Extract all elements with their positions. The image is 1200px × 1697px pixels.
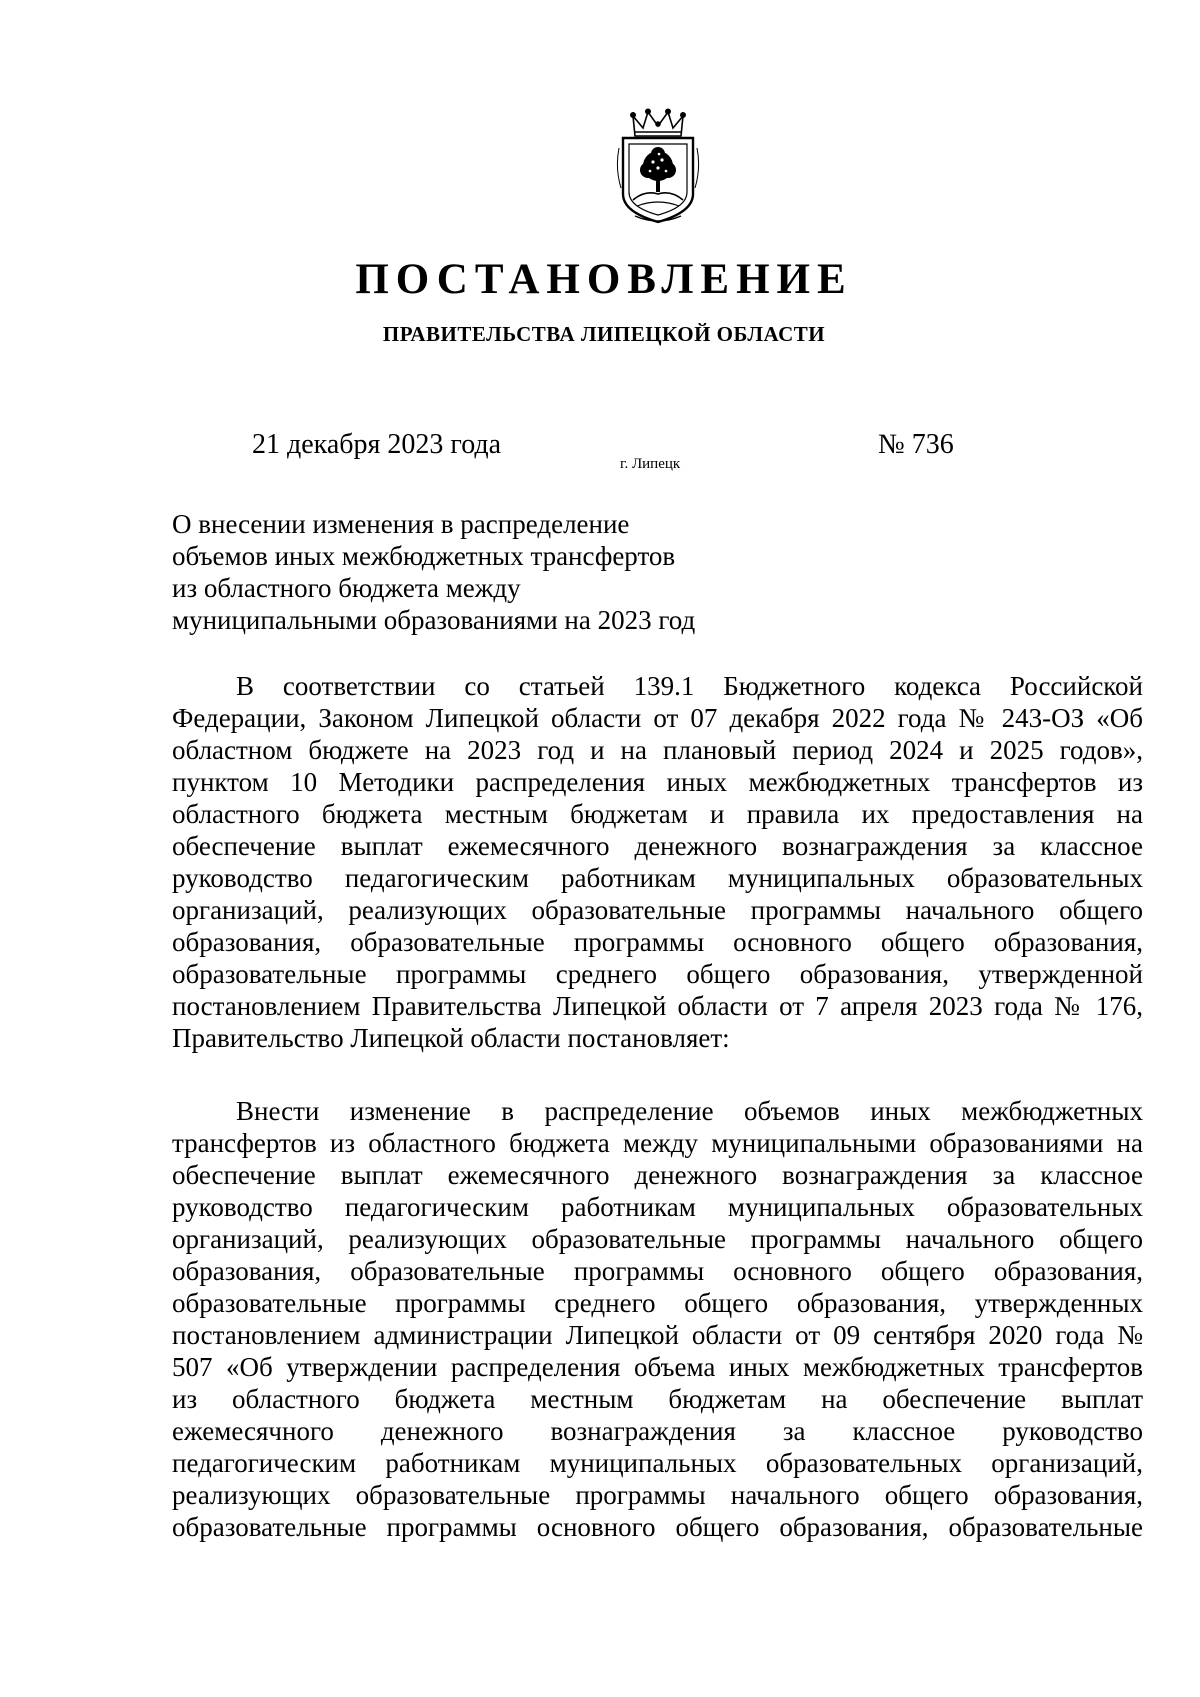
document-date: 21 декабря 2023 года [252, 429, 502, 460]
text-line: реализующих образовательные программы начального общего образования, [172, 1480, 1143, 1510]
document-number: № 736 [878, 429, 954, 460]
text-line: образования, образовательные программы основного общего образования, [172, 1256, 1143, 1286]
text-line: руководство педагогическим работникам муниципальных образовательных [172, 863, 1143, 893]
subject-line: из областного бюджета между [172, 573, 521, 603]
text-line: Федерации, Законом Липецкой области от 07 декабря 2022 года № 243-ОЗ «Об [172, 703, 1143, 733]
text-line: В соответствии со статьей 139.1 Бюджетного кодекса Российской [236, 671, 1143, 701]
resolution-paragraph [172, 1095, 1143, 1543]
text-line: постановлением администрации Липецкой области от 09 сентября 2020 года № [172, 1320, 1143, 1350]
text-line: образовательные программы среднего общего образования, утвержденных [172, 1288, 1143, 1318]
text-line: руководство педагогическим работникам муниципальных образовательных [172, 1192, 1143, 1222]
document-city: г. Липецк [620, 456, 681, 472]
coat-of-arms-icon [615, 108, 701, 226]
text-line: обеспечение выплат ежемесячного денежного вознаграждения за классное [172, 831, 1143, 861]
text-line: областного бюджета местным бюджетам и правила их предоставления на [172, 799, 1143, 829]
text-line: 507 «Об утверждении распределения объема иных межбюджетных трансфертов [172, 1352, 1143, 1382]
subject-line: О внесении изменения в распределение [172, 509, 630, 539]
text-line: пунктом 10 Методики распределения иных межбюджетных трансфертов из [172, 767, 1143, 797]
text-line: образовательные программы среднего общего образования, утвержденной [172, 959, 1143, 989]
text-line: постановлением Правительства Липецкой области от 7 апреля 2023 года № 176, [172, 991, 1143, 1021]
text-line: организаций, реализующих образовательные программы начального общего [172, 895, 1143, 925]
text-line: обеспечение выплат ежемесячного денежного вознаграждения за классное [172, 1160, 1143, 1190]
text-line: образовательные программы основного общего образования, образовательные [172, 1512, 1143, 1542]
text-line: из областного бюджета местным бюджетам на обеспечение выплат [172, 1384, 1143, 1414]
text-line: образования, образовательные программы основного общего образования, [172, 927, 1143, 957]
text-line: педагогическим работникам муниципальных образовательных организаций, [172, 1448, 1143, 1478]
subject-line: объемов иных межбюджетных трансфертов [172, 541, 676, 571]
text-line: Внести изменение в распределение объемов иных межбюджетных [236, 1096, 1143, 1126]
document-issuer: ПРАВИТЕЛЬСТВА ЛИПЕЦКОЙ ОБЛАСТИ [382, 322, 826, 346]
text-line: областном бюджете на 2023 год и на плановый период 2024 и 2025 годов», [172, 735, 1143, 765]
subject-line: муниципальными образованиями на 2023 год [172, 605, 696, 635]
document-title: ПОСТАНОВЛЕНИЕ [355, 256, 853, 303]
document-subject [172, 508, 772, 636]
text-line: ежемесячного денежного вознаграждения за классное руководство [172, 1416, 1143, 1446]
text-line: Правительство Липецкой области постановляет: [172, 1023, 730, 1053]
preamble-paragraph [172, 670, 1143, 1054]
text-line: трансфертов из областного бюджета между муниципальными образованиями на [172, 1128, 1143, 1158]
text-line: организаций, реализующих образовательные программы начального общего [172, 1224, 1143, 1254]
